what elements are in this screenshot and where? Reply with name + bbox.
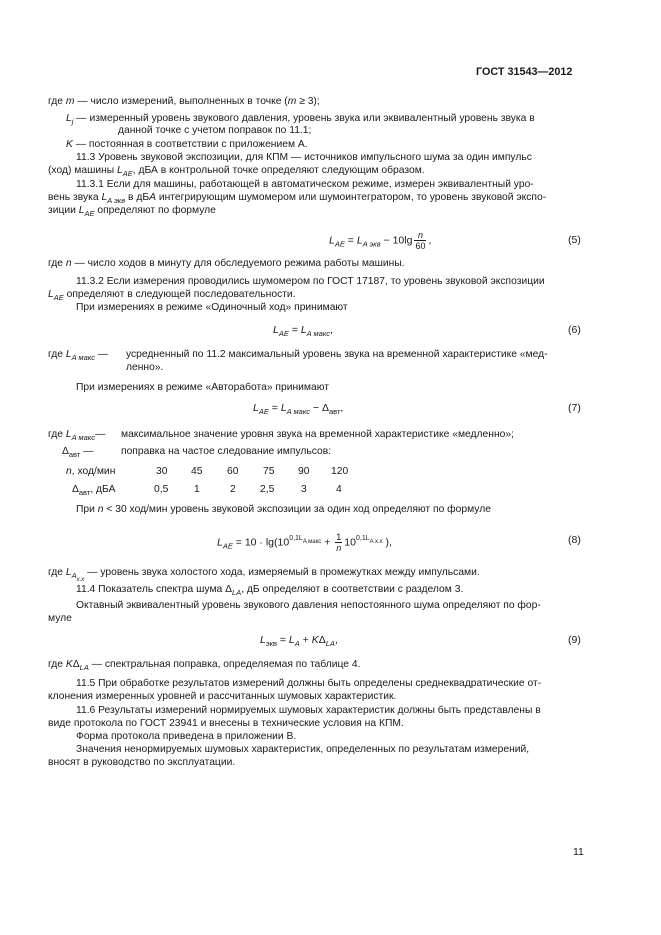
para-11-3-line1: 11.3 Уровень звуковой экспозиции, для КПМ — источников импульсного шума за один импульс: [76, 152, 532, 163]
symbol-subsub: х.х: [76, 577, 85, 583]
symbol-l: L: [260, 634, 266, 646]
symbol-sub: A макс: [302, 539, 322, 546]
punct: ,: [428, 234, 432, 247]
para-11-6-line2: виде протокола по ГОСТ 23941 и внесены в технические условия на КПМ.: [48, 718, 404, 729]
row-label: [66, 465, 115, 478]
def-prefix: где: [48, 429, 66, 440]
symbol-sub: LA: [232, 588, 242, 597]
symbol-l: L: [288, 634, 295, 646]
symbol-sub: AE: [53, 293, 64, 302]
def-dash: —: [75, 139, 87, 150]
punct: ,: [340, 402, 344, 414]
exponent: 0,1L: [289, 535, 303, 543]
def-dash: —: [76, 113, 87, 124]
symbol-n: n: [65, 258, 72, 269]
operator: =: [276, 634, 289, 646]
para-11-3-2-line1: 11.3.2 Если измерения проводились шумомером по ГОСТ 17187, то уровень звуковой экспозиции: [76, 276, 545, 287]
table-cell: 90: [298, 466, 310, 477]
para-11-5-line1: 11.5 При обработке результатов измерений должны быть определены среднеквадратические от-: [76, 678, 542, 689]
symbol-l: L: [66, 113, 72, 124]
symbol-n: n: [97, 504, 104, 515]
symbol-sub: AE: [222, 541, 233, 551]
table-cell: 2: [230, 484, 236, 495]
equation-number-9: (9): [568, 634, 581, 646]
punct: ),: [382, 536, 392, 549]
equation-number-7: (7): [568, 402, 581, 414]
para-11-3-1-line1: 11.3.1 Если для машины, работающей в автоматическом режиме, измерен эквивалентный уро-: [76, 179, 534, 190]
para-11-3-line2: [48, 164, 425, 177]
symbol-sub: A: [294, 639, 300, 648]
symbol-delta: Δ: [72, 659, 80, 670]
symbol-sub: AE: [278, 329, 289, 338]
definition-delta: [62, 445, 94, 458]
symbol-l: L: [300, 324, 307, 336]
definition-lax: [48, 566, 480, 583]
operator: = 10 · lg(10: [232, 536, 290, 549]
formula-9: [260, 634, 338, 647]
symbol-a: A: [149, 192, 156, 203]
operator: =: [288, 324, 301, 336]
def-prefix: где: [48, 96, 64, 107]
base: 10: [344, 536, 356, 549]
definition-lamax-1-text2: ленно».: [126, 362, 164, 373]
equation-number-6: (6): [568, 324, 581, 336]
para-11-6-line5: вносят в руководство по эксплуатации.: [48, 757, 236, 768]
denominator: n: [336, 543, 342, 553]
formula-6: [273, 324, 333, 337]
symbol-sub: AE: [122, 169, 133, 178]
definition-lamax-1: [48, 348, 108, 361]
def-text: — спектральная поправка, определяемая по таблице 4.: [88, 659, 361, 670]
text: 11.4 Показатель спектра шума Δ: [76, 584, 232, 595]
symbol-l: L: [101, 192, 108, 203]
symbol-delta: Δ: [72, 484, 79, 495]
table-cell: 75: [263, 466, 275, 477]
symbol-n: n: [66, 466, 72, 477]
symbol-sub: A макс: [71, 353, 95, 362]
symbol-l: L: [280, 402, 287, 414]
label-text: , ход/мин: [71, 466, 116, 477]
para-11-6-line3: Форма протокола приведена в приложении В.: [76, 731, 297, 742]
symbol-sub: A: [71, 571, 77, 580]
symbol-sub: авт: [78, 488, 91, 497]
operator: +: [299, 634, 312, 646]
symbol-m: m: [287, 96, 297, 107]
symbol-k: K: [311, 634, 319, 646]
symbol-sub: авт: [328, 407, 341, 416]
para-11-5-line2: клонения измеренных уровней и рассчитанных шумовых характеристик.: [48, 691, 397, 702]
operator: − 10lg: [380, 234, 413, 247]
operator: +: [321, 536, 334, 549]
para-11-6-line4: Значения ненормируемых шумовых характеристик, определенных по результатам измерений,: [76, 744, 530, 755]
row-label: [72, 483, 115, 496]
def-text: — уровень звука холостого хода, измеряемый в промежутках между импульсами.: [84, 567, 480, 578]
table-cell: 45: [191, 466, 203, 477]
symbol-l: L: [117, 165, 123, 176]
table-cell: 4: [336, 484, 342, 495]
denominator: 60: [415, 241, 426, 251]
table-cell: 60: [227, 466, 239, 477]
equation-number-8: (8): [568, 534, 581, 546]
text: определяют по формуле: [94, 205, 216, 216]
symbol-l: L: [356, 234, 363, 247]
symbol-sub: авт: [68, 450, 81, 459]
operator: =: [268, 402, 281, 414]
definition-delta-text: поправка на частое следование импульсов:: [121, 446, 332, 457]
def-text: — число ходов в минуту для обследуемого режима работы машины.: [71, 258, 405, 269]
formula-7: [253, 402, 343, 415]
text: (ход) машины: [48, 165, 118, 176]
symbol-sub: LA: [325, 639, 335, 648]
definition-lamax-2-text: максимальное значение уровня звука на временной характеристике «медленно»;: [121, 429, 514, 440]
symbol-l: L: [273, 324, 279, 336]
symbol-l: L: [65, 567, 72, 578]
symbol-sub: AE: [258, 407, 269, 416]
table-cell: 120: [331, 466, 349, 477]
symbol-delta: Δ: [318, 634, 326, 646]
para-11-3-1-line3: [48, 204, 216, 217]
definition-m: [48, 95, 320, 108]
label-text: , дБА: [90, 484, 116, 495]
page-number: 11: [573, 846, 584, 858]
symbol-m: m: [65, 96, 75, 107]
table-cell: 1: [194, 484, 200, 495]
symbol-sub: экв: [265, 639, 277, 648]
def-prefix: где: [48, 659, 66, 670]
definition-k: [66, 138, 308, 151]
table-cell: 3: [301, 484, 307, 495]
exponent: 0,1L: [355, 535, 370, 543]
table-cell: 30: [156, 466, 168, 477]
text: При: [76, 504, 98, 515]
definition-k-delta: [48, 658, 360, 671]
operator: =: [344, 234, 357, 247]
auto-mode-text: При измерениях в режиме «Авторабота» принимают: [76, 382, 329, 393]
symbol-sub: A х.х: [369, 539, 383, 546]
symbol-sub: j: [71, 117, 74, 126]
para-11-4-line2: Октавный эквивалентный уровень звукового давления непостоянного шума определяют по фор-: [76, 600, 541, 611]
symbol-l: L: [65, 429, 72, 440]
text: зиции: [48, 205, 79, 216]
punct: ,: [330, 324, 333, 336]
text: в дБ: [125, 192, 150, 203]
para-11-6-line1: 11.6 Результаты измерений нормируемых шумовых характеристик должны быть представлены в: [76, 705, 541, 716]
symbol-sub: A экв: [107, 196, 126, 205]
def-prefix: где: [48, 349, 66, 360]
def-text: измеренный уровень звукового давления, уровень звука или эквивалентный уровень звука в: [89, 113, 535, 124]
symbol-l: L: [217, 536, 223, 549]
def-dash: —: [94, 349, 109, 360]
definition-lamax-2: [48, 428, 105, 441]
formula-5: [329, 230, 431, 251]
def-text: постоянная в соответствии с приложением А.: [88, 139, 308, 150]
punct: ,: [334, 634, 338, 646]
text: определяют в следующей последовательности.: [63, 289, 296, 300]
definition-lamax-1-text: усредненный по 11.2 максимальный уровень звука на временной характеристике «мед-: [126, 349, 548, 360]
symbol-l: L: [253, 402, 259, 414]
text: , дБ определяют в соответствии с разделом 3.: [241, 584, 464, 595]
symbol-sub: A макс: [286, 407, 310, 416]
text: < 30 ход/мин уровень звуковой экспозиции за один ход определяют по формуле: [103, 504, 491, 515]
para-11-4-line1: [76, 583, 463, 596]
def-prefix: где: [48, 567, 66, 578]
def-dash: —: [94, 429, 106, 440]
def-dash: —: [83, 446, 94, 457]
fraction: [414, 230, 426, 251]
text: вень звука: [48, 192, 102, 203]
numerator: n: [414, 230, 426, 241]
symbol-sub: AE: [334, 239, 345, 249]
def-dash: —: [77, 96, 88, 107]
formula-8: [217, 532, 392, 553]
table-cell: 2,5: [260, 484, 275, 495]
para-11-3-2-line3: При измерениях в режиме «Одиночный ход» принимают: [76, 302, 348, 313]
symbol-l: L: [48, 289, 54, 300]
symbol-k: K: [66, 139, 73, 150]
symbol-sub: AE: [84, 209, 95, 218]
def-text: число измерений, выполненных в точке (: [90, 96, 288, 107]
symbol-sub: LA: [79, 663, 89, 672]
text: , дБА в контрольной точке определяют следующим образом.: [132, 165, 425, 176]
para-11-3-2-line2: [48, 288, 296, 301]
definition-lj-cont: данной точке с учетом поправок по 11.1;: [118, 125, 312, 136]
symbol-sub: A экв: [362, 239, 381, 249]
symbol-l: L: [78, 205, 85, 216]
para-11-4-line3: муле: [48, 613, 72, 624]
table-cell: 0,5: [154, 484, 169, 495]
symbol-l: L: [329, 234, 335, 247]
def-prefix: где: [48, 258, 66, 269]
para-11-3-1-line2: [48, 191, 546, 204]
equation-number-5: (5): [568, 234, 581, 246]
def-text: ≥ 3);: [296, 96, 320, 107]
para-n-lt-30: [76, 503, 491, 516]
numerator: 1: [336, 532, 342, 542]
definition-n: [48, 257, 405, 270]
symbol-sub: A макс: [306, 329, 330, 338]
fraction: [335, 532, 342, 553]
symbol-sub: A макс: [71, 433, 95, 442]
operator: − Δ: [310, 402, 329, 414]
symbol-l: L: [65, 349, 72, 360]
document-header: ГОСТ 31543—2012: [476, 66, 573, 78]
symbol-k: K: [65, 659, 73, 670]
symbol-delta: Δ: [62, 446, 69, 457]
text: интегрирующим шумомером или шумоинтегратором, то уровень звуковой экспо-: [155, 192, 547, 203]
